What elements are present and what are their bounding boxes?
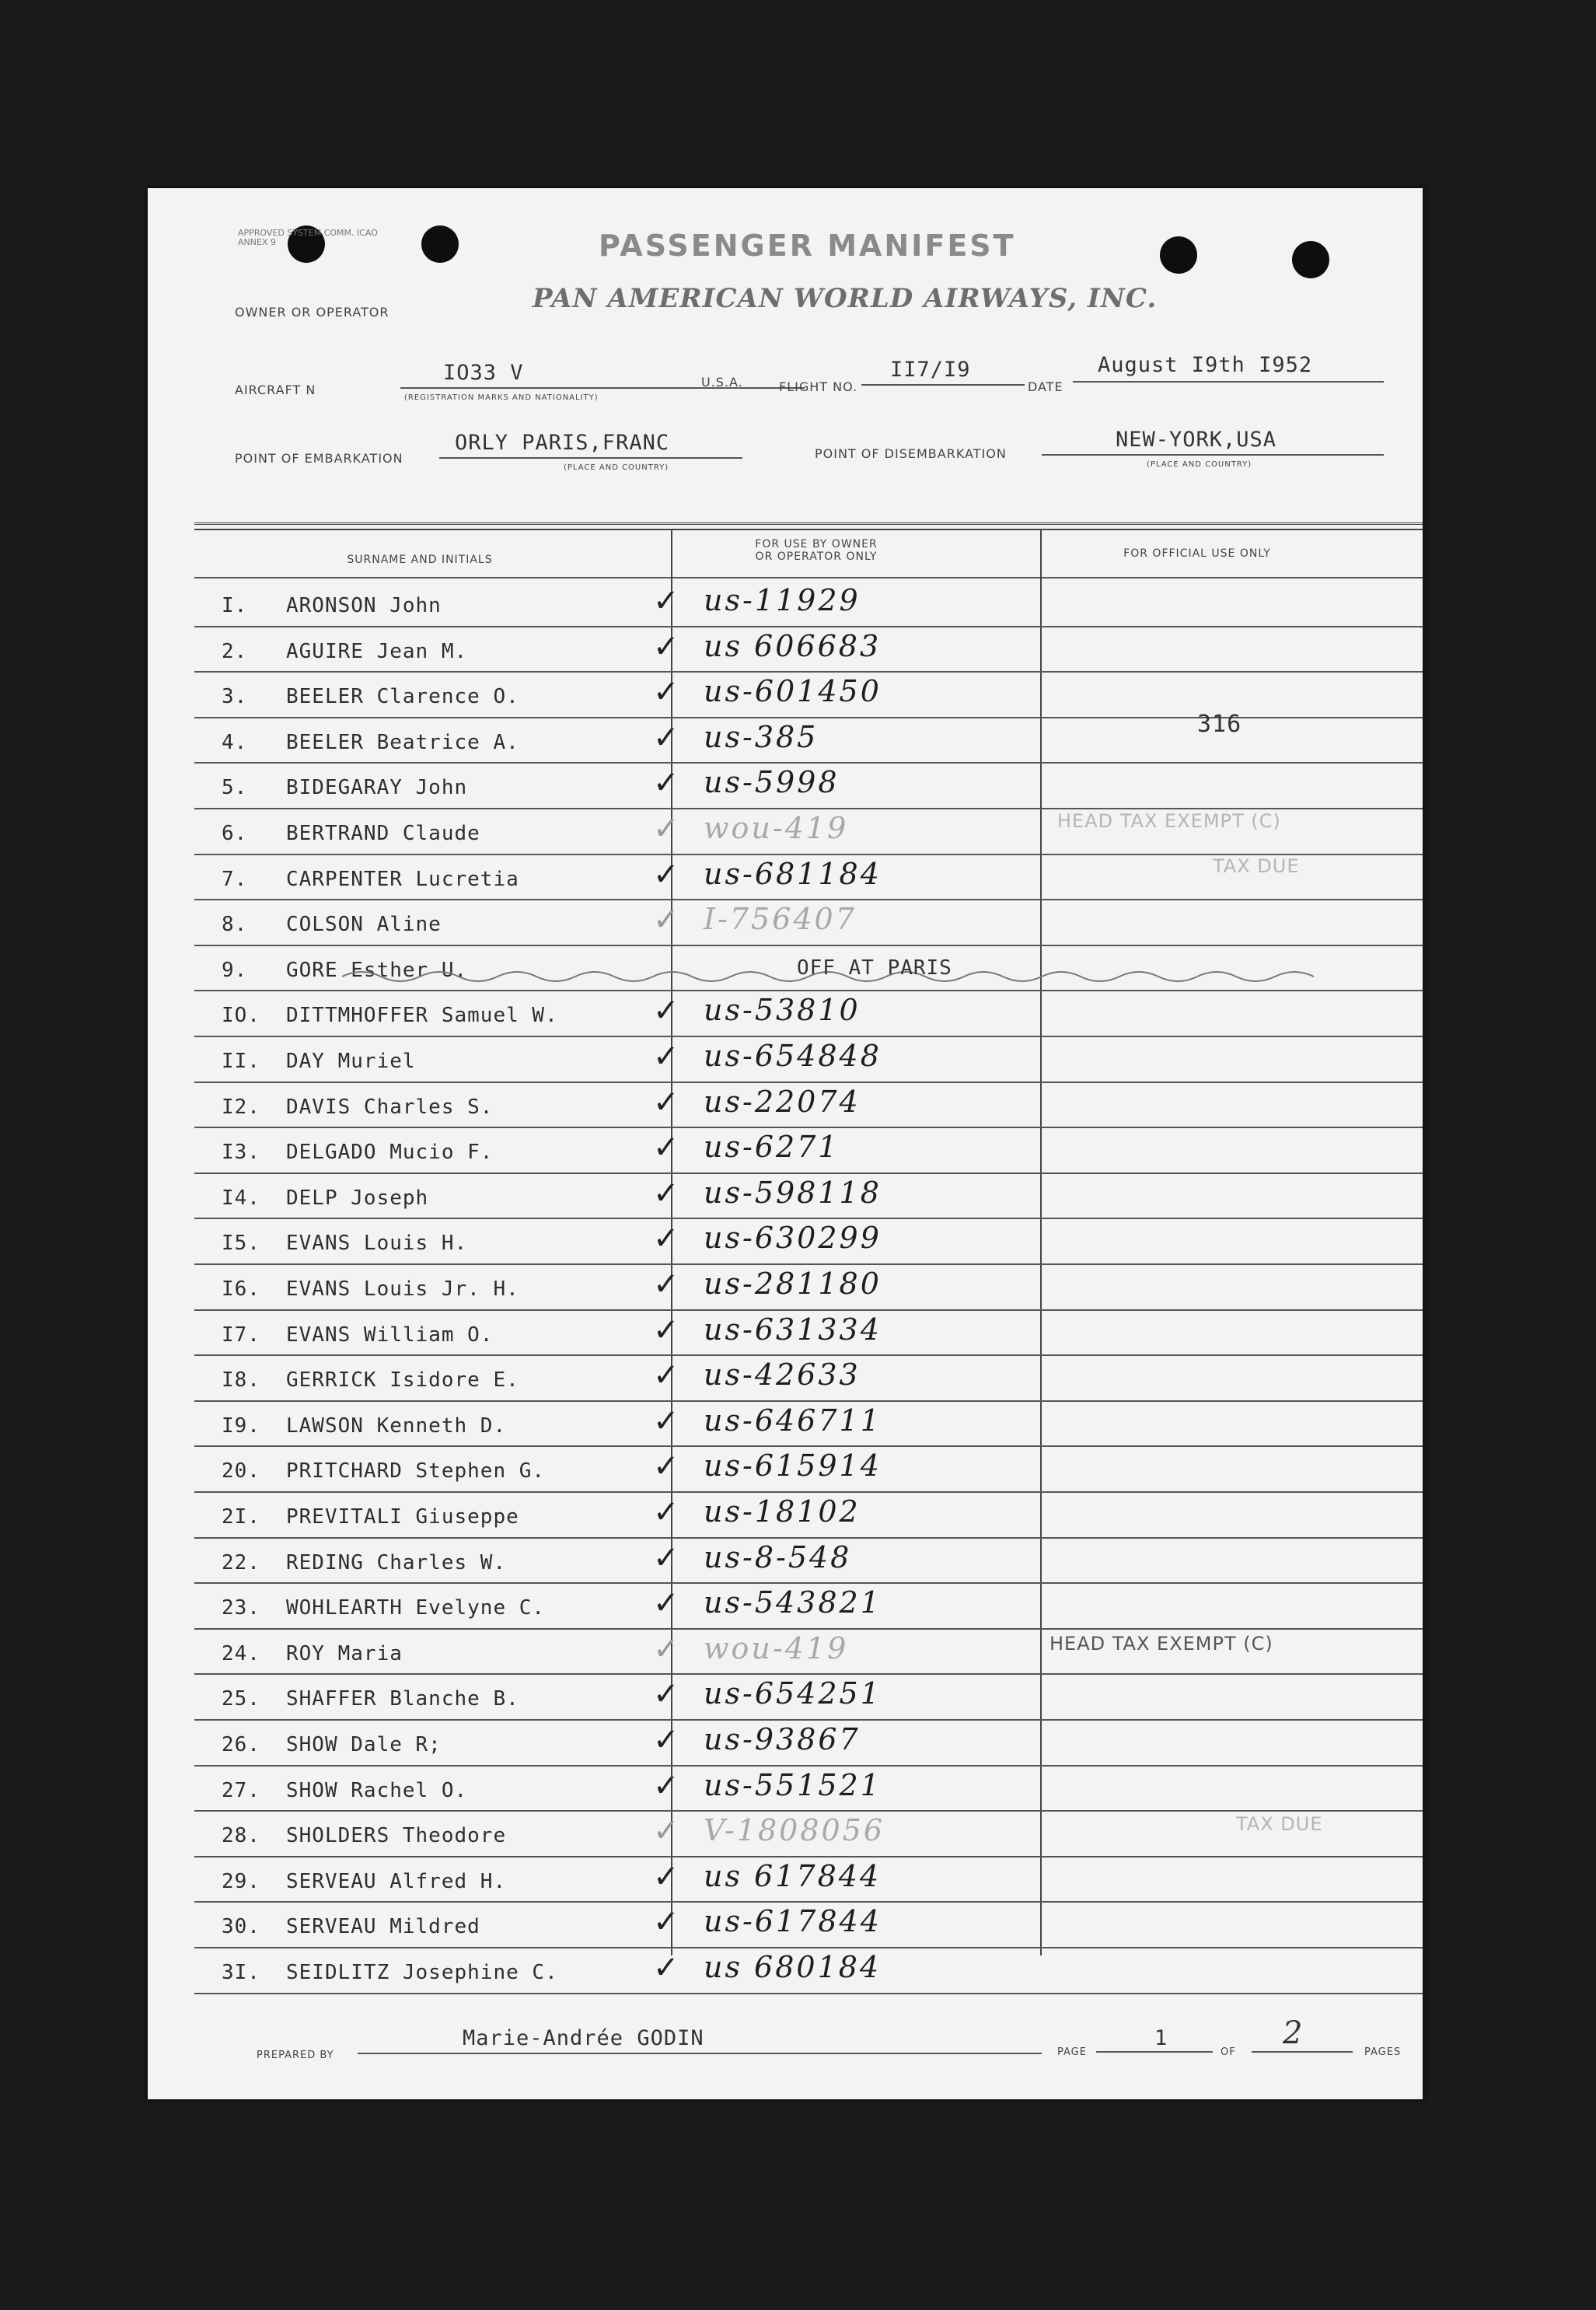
passport-number: us 606683 xyxy=(704,628,882,663)
passenger-name: COLSON Aline xyxy=(286,913,442,937)
prepared-label: PREPARED BY xyxy=(257,2050,334,2061)
row-divider xyxy=(194,1901,1423,1903)
passenger-name: GERRICK Isidore E. xyxy=(286,1368,519,1393)
check-mark-icon: ✓ xyxy=(653,1494,679,1530)
check-mark-icon: ✓ xyxy=(653,628,679,665)
passenger-name: BEELER Beatrice A. xyxy=(286,730,519,754)
row-number: 4. xyxy=(222,730,248,754)
check-mark-icon: ✓ xyxy=(653,1267,679,1302)
passenger-name: SHOLDERS Theodore xyxy=(286,1824,507,1848)
punch-hole xyxy=(1292,241,1329,278)
passenger-name: DAVIS Charles S. xyxy=(286,1095,494,1119)
passport-number: us-8-548 xyxy=(704,1539,852,1574)
row-divider xyxy=(194,1445,1423,1447)
row-number: 24. xyxy=(222,1641,260,1665)
page-value: 1 xyxy=(1154,2026,1168,2050)
row-number: 3. xyxy=(222,685,248,709)
passenger-name: BEELER Clarence O. xyxy=(286,685,519,709)
official-note-row8: TAX DUE xyxy=(1213,855,1300,877)
passport-number: us 617844 xyxy=(704,1858,882,1893)
passport-number: us-617844 xyxy=(704,1904,882,1939)
pages-label: PAGES xyxy=(1364,2046,1402,2058)
passenger-name: EVANS Louis H. xyxy=(286,1232,468,1256)
row-divider xyxy=(194,1810,1423,1812)
passport-number: us-543821 xyxy=(704,1585,882,1620)
passport-number: us-93867 xyxy=(704,1722,861,1756)
check-mark-icon: ✓ xyxy=(653,902,679,938)
passenger-name: LAWSON Kenneth D. xyxy=(286,1414,507,1438)
passport-number: us-615914 xyxy=(704,1449,882,1484)
check-mark-icon: ✓ xyxy=(653,1221,679,1257)
passport-number: us-654251 xyxy=(704,1676,882,1711)
passenger-name: SERVEAU Alfred H. xyxy=(286,1869,507,1893)
page-title: PASSENGER MANIFEST xyxy=(599,229,1016,263)
passenger-name: SHAFFER Blanche B. xyxy=(286,1687,519,1711)
row-divider xyxy=(194,1082,1423,1083)
check-mark-icon: ✓ xyxy=(653,674,679,711)
row-divider xyxy=(194,1354,1423,1356)
row-number: I. xyxy=(222,594,248,617)
check-mark-icon: ✓ xyxy=(653,583,679,619)
punch-hole xyxy=(1160,236,1197,274)
passenger-name: ROY Maria xyxy=(286,1641,403,1665)
passport-number: us-631334 xyxy=(704,1312,882,1347)
check-mark-icon: ✓ xyxy=(653,1767,679,1804)
manifest-sheet xyxy=(148,188,1423,2099)
date-label: DATE xyxy=(1028,379,1063,394)
airline-name: PAN AMERICAN WORLD AIRWAYS, INC. xyxy=(533,283,1158,314)
row-number: 28. xyxy=(222,1824,260,1848)
passport-number: us-42633 xyxy=(704,1358,861,1393)
row-divider xyxy=(194,808,1423,809)
passenger-name: DAY Muriel xyxy=(286,1050,416,1073)
passport-number: us-598118 xyxy=(704,1175,882,1210)
row-number: 22. xyxy=(222,1550,260,1574)
column-owner-use-2: OR OPERATOR ONLY xyxy=(755,550,878,563)
check-mark-icon: ✓ xyxy=(653,1904,679,1941)
passenger-name: BIDEGARAY John xyxy=(286,776,468,800)
passport-number: us-385 xyxy=(704,719,819,754)
row-number: 27. xyxy=(222,1778,260,1802)
passport-number: us-22074 xyxy=(704,1084,861,1119)
passport-number: us-6271 xyxy=(704,1130,840,1165)
check-mark-icon: ✓ xyxy=(653,1630,679,1667)
flight-label: FLIGHT NO. xyxy=(779,379,858,394)
check-mark-icon: ✓ xyxy=(653,1403,679,1439)
passport-number: us-654848 xyxy=(704,1039,882,1073)
row-divider xyxy=(194,1172,1423,1174)
passenger-name: CARPENTER Lucretia xyxy=(286,867,519,891)
row-number: 30. xyxy=(222,1915,260,1939)
approval-text: APPROVED SYSTEM COMM. ICAO ANNEX 9 xyxy=(238,228,378,247)
row-number: 9. xyxy=(222,958,248,982)
passenger-name: DELGADO Mucio F. xyxy=(286,1141,494,1165)
official-note-row6: HEAD TAX EXEMPT (C) xyxy=(1057,810,1281,832)
passport-number: us 680184 xyxy=(704,1950,882,1984)
check-mark-icon: ✓ xyxy=(653,1449,679,1485)
punch-hole xyxy=(421,225,459,263)
aircraft-value: IO33 V xyxy=(443,361,524,385)
passport-number: us-601450 xyxy=(704,674,882,709)
row-number: 20. xyxy=(222,1459,260,1484)
place-note-disembark: (PLACE AND COUNTRY) xyxy=(1147,460,1252,469)
row-divider xyxy=(194,1127,1423,1128)
check-mark-icon: ✓ xyxy=(653,811,679,847)
row-number: I5. xyxy=(222,1232,260,1256)
row-divider xyxy=(194,1218,1423,1219)
row-divider xyxy=(194,1491,1423,1493)
row-divider xyxy=(194,1537,1423,1539)
passenger-name: GORE Esther U. xyxy=(286,958,468,982)
official-note-row24: HEAD TAX EXEMPT (C) xyxy=(1049,1633,1273,1655)
row-divider xyxy=(194,1309,1423,1311)
row-number: IO. xyxy=(222,1004,260,1028)
passenger-name: DITTMHOFFER Samuel W. xyxy=(286,1004,558,1028)
row-divider xyxy=(194,1628,1423,1630)
check-mark-icon: ✓ xyxy=(653,1539,679,1576)
passenger-name: EVANS Louis Jr. H. xyxy=(286,1277,519,1301)
row-divider xyxy=(194,1036,1423,1037)
owner-label: OWNER OR OPERATOR xyxy=(235,305,389,320)
column-surname: SURNAME AND INITIALS xyxy=(347,554,493,566)
passenger-name: WOHLEARTH Evelyne C. xyxy=(286,1596,546,1620)
row-number: 23. xyxy=(222,1596,260,1620)
check-mark-icon: ✓ xyxy=(653,1813,679,1850)
page-label: PAGE xyxy=(1057,2046,1087,2058)
check-mark-icon: ✓ xyxy=(653,1585,679,1622)
passport-number: us-18102 xyxy=(704,1494,861,1529)
row-divider xyxy=(194,990,1423,991)
place-note-embark: (PLACE AND COUNTRY) xyxy=(564,463,669,472)
aircraft-label: AIRCRAFT N xyxy=(235,383,316,397)
passport-number: us-646711 xyxy=(704,1403,882,1438)
row-divider xyxy=(194,1400,1423,1402)
row-divider xyxy=(194,1765,1423,1767)
passenger-name: DELP Joseph xyxy=(286,1186,429,1210)
check-mark-icon: ✓ xyxy=(653,1722,679,1758)
row-number: 2I. xyxy=(222,1505,260,1529)
row-number: I3. xyxy=(222,1141,260,1165)
passport-number: us-630299 xyxy=(704,1221,882,1256)
row-number: II. xyxy=(222,1050,260,1073)
passenger-name: AGUIRE Jean M. xyxy=(286,639,468,663)
check-mark-icon: ✓ xyxy=(653,1358,679,1394)
check-mark-icon: ✓ xyxy=(653,1312,679,1348)
prepared-value: Marie-Andrée GODIN xyxy=(463,2026,704,2050)
check-mark-icon: ✓ xyxy=(653,719,679,756)
passport-number: wou-419 xyxy=(704,1630,849,1665)
embark-value: ORLY PARIS,FRANC xyxy=(455,431,670,455)
passenger-name: SHOW Rachel O. xyxy=(286,1778,468,1802)
row-divider xyxy=(194,1719,1423,1721)
row-number: 2. xyxy=(222,639,248,663)
passport-number: us-281180 xyxy=(704,1267,882,1301)
row-divider xyxy=(194,1856,1423,1857)
row-number: 3I. xyxy=(222,1961,260,1984)
of-label: OF xyxy=(1221,2046,1236,2058)
row-number: 5. xyxy=(222,776,248,800)
row-number: I6. xyxy=(222,1277,260,1301)
of-value: 2 xyxy=(1283,2015,1304,2051)
off-at-paris-note: OFF AT PARIS xyxy=(797,956,952,980)
passport-number: us-551521 xyxy=(704,1767,882,1802)
passport-number: us-5998 xyxy=(704,765,840,800)
embark-label: POINT OF EMBARKATION xyxy=(235,451,403,466)
row-number: 26. xyxy=(222,1733,260,1756)
row-divider xyxy=(194,1947,1423,1948)
passenger-name: SEIDLITZ Josephine C. xyxy=(286,1961,558,1984)
passport-number: us-11929 xyxy=(704,583,861,617)
check-mark-icon: ✓ xyxy=(653,1950,679,1986)
row-divider xyxy=(194,1582,1423,1584)
check-mark-icon: ✓ xyxy=(653,1175,679,1211)
column-owner-use-1: FOR USE BY OWNER xyxy=(755,538,878,550)
column-official-use: FOR OFFICIAL USE ONLY xyxy=(1123,547,1271,560)
passenger-name: PRITCHARD Stephen G. xyxy=(286,1459,546,1484)
passport-number: wou-419 xyxy=(704,811,849,845)
check-mark-icon: ✓ xyxy=(653,765,679,802)
passport-number: I-756407 xyxy=(704,902,857,937)
row-number: 25. xyxy=(222,1687,260,1711)
passenger-name: PREVITALI Giuseppe xyxy=(286,1505,519,1529)
row-number: 8. xyxy=(222,913,248,937)
check-mark-icon: ✓ xyxy=(653,856,679,893)
usa-label: U.S.A. xyxy=(701,375,743,390)
check-mark-icon: ✓ xyxy=(653,1858,679,1895)
row-divider xyxy=(194,899,1423,900)
passenger-name: EVANS William O. xyxy=(286,1323,494,1347)
passport-number: V-1808056 xyxy=(704,1813,885,1848)
row-number: I8. xyxy=(222,1368,260,1393)
row-divider xyxy=(194,945,1423,946)
row-divider xyxy=(194,1993,1423,1994)
check-mark-icon: ✓ xyxy=(653,993,679,1029)
passport-number: us-53810 xyxy=(704,993,861,1028)
row-divider xyxy=(194,626,1423,627)
disembark-value: NEW-YORK,USA xyxy=(1116,428,1277,452)
check-mark-icon: ✓ xyxy=(653,1084,679,1120)
date-value: August I9th I952 xyxy=(1098,353,1313,377)
row-number: I2. xyxy=(222,1095,260,1119)
row-number: 7. xyxy=(222,867,248,891)
row-number: I7. xyxy=(222,1323,260,1347)
official-note-row4: 316 xyxy=(1197,711,1242,738)
passport-number: us-681184 xyxy=(704,856,882,891)
row-number: I9. xyxy=(222,1414,260,1438)
passenger-name: REDING Charles W. xyxy=(286,1550,507,1574)
row-number: 29. xyxy=(222,1869,260,1893)
check-mark-icon: ✓ xyxy=(653,1130,679,1166)
row-divider xyxy=(194,1263,1423,1265)
row-number: 6. xyxy=(222,822,248,845)
row-divider xyxy=(194,762,1423,764)
check-mark-icon: ✓ xyxy=(653,1039,679,1075)
check-mark-icon: ✓ xyxy=(653,1676,679,1713)
passenger-name: SERVEAU Mildred xyxy=(286,1915,480,1939)
passenger-name: ARONSON John xyxy=(286,594,442,617)
registration-note: (REGISTRATION MARKS AND NATIONALITY) xyxy=(404,393,599,402)
flight-value: II7/I9 xyxy=(890,358,971,382)
disembark-label: POINT OF DISEMBARKATION xyxy=(815,446,1007,461)
passenger-name: BERTRAND Claude xyxy=(286,822,480,845)
row-divider xyxy=(194,671,1423,673)
row-number: I4. xyxy=(222,1186,260,1210)
row-divider xyxy=(194,1673,1423,1675)
official-note-row28: TAX DUE xyxy=(1236,1813,1323,1835)
passenger-name: SHOW Dale R; xyxy=(286,1733,442,1756)
